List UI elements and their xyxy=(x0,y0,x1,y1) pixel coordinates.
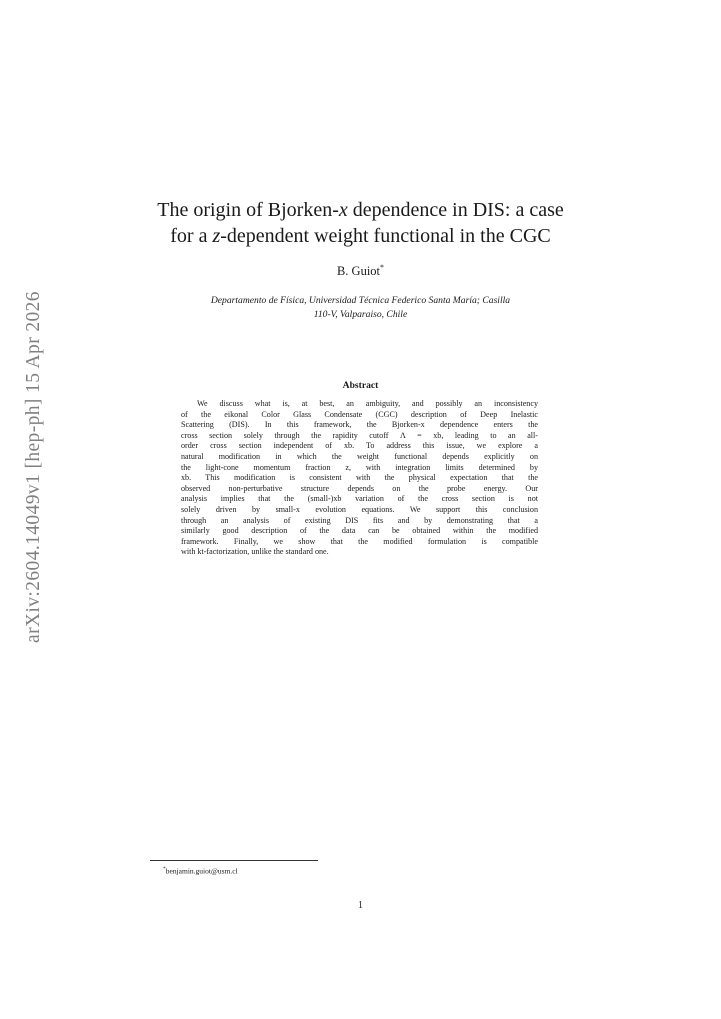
footnote-mark: * xyxy=(163,866,166,872)
abstract-line: cross section solely through the rapidity cutoff Λ = xb, leading to an all- xyxy=(181,430,538,440)
abstract-line: order cross section independent of xb. To address this issue, we explore a xyxy=(181,441,538,451)
page-number: 1 xyxy=(358,900,363,911)
title-text: -dependent weight functional in the CGC xyxy=(220,225,551,247)
author-footnote-mark[interactable]: * xyxy=(380,263,385,272)
affiliation-line-2: 110-V, Valparaiso, Chile xyxy=(313,309,408,320)
title-text: dependence in DIS: a case xyxy=(347,199,564,221)
author-name: B. Guiot xyxy=(336,264,381,279)
abstract-line: through an analysis of existing DIS fits and by demonstrating that a xyxy=(181,515,538,525)
abstract-line: analysis implies that the (small-)xb variation of the cross section is not xyxy=(181,494,538,504)
title-variable-z: z xyxy=(212,225,221,247)
title-text: The origin of Bjorken- xyxy=(157,199,339,221)
abstract-heading: Abstract xyxy=(342,380,379,391)
affiliation-line-1: Departamento de Física, Universidad Técnica Federico Santa María; Casilla xyxy=(210,295,511,306)
title-text: for a xyxy=(170,225,213,247)
abstract-line: solely driven by small-x evolution equations. We support this conclusion xyxy=(181,504,538,514)
footnote-email-link[interactable]: benjamin.guiot@usm.cl xyxy=(165,866,238,876)
arxiv-identifier: arXiv:2604.14049v1 [hep-ph] 15 Apr 2026 xyxy=(23,291,44,643)
footnote xyxy=(163,866,238,876)
abstract-line: observed non-perturbative structure depends on the probe energy. Our xyxy=(181,483,538,493)
abstract-line: with kt-factorization, unlike the standard one. xyxy=(181,547,329,557)
abstract-line: framework. Finally, we show that the modified formulation is compatible xyxy=(181,536,538,546)
paper-title xyxy=(100,197,621,249)
abstract-line: We discuss what is, at best, an ambiguity, and possibly an inconsistency xyxy=(197,399,538,408)
abstract-line: similarly good description of the data can be obtained within the modified xyxy=(181,526,538,536)
abstract-line: of the eikonal Color Glass Condensate (CGC) description of Deep Inelastic xyxy=(181,409,538,419)
abstract-line: the light-cone momentum fraction z, with integration limits determined by xyxy=(181,462,538,472)
abstract-line: xb. This modification is consistent with the physical expectation that the xyxy=(181,473,538,483)
author xyxy=(100,263,621,279)
footnote-divider xyxy=(150,860,318,861)
title-line-2 xyxy=(100,223,621,249)
abstract-line: natural modification in which the weight functional depends explicitly on xyxy=(181,451,538,461)
abstract-body xyxy=(181,399,538,558)
abstract-line: Scattering (DIS). In this framework, the Bjorken-x dependence enters the xyxy=(181,420,538,430)
affiliation xyxy=(150,294,571,322)
title-line-1 xyxy=(100,197,621,223)
title-variable-x: x xyxy=(338,199,348,221)
arxiv-stamp xyxy=(0,0,60,1019)
